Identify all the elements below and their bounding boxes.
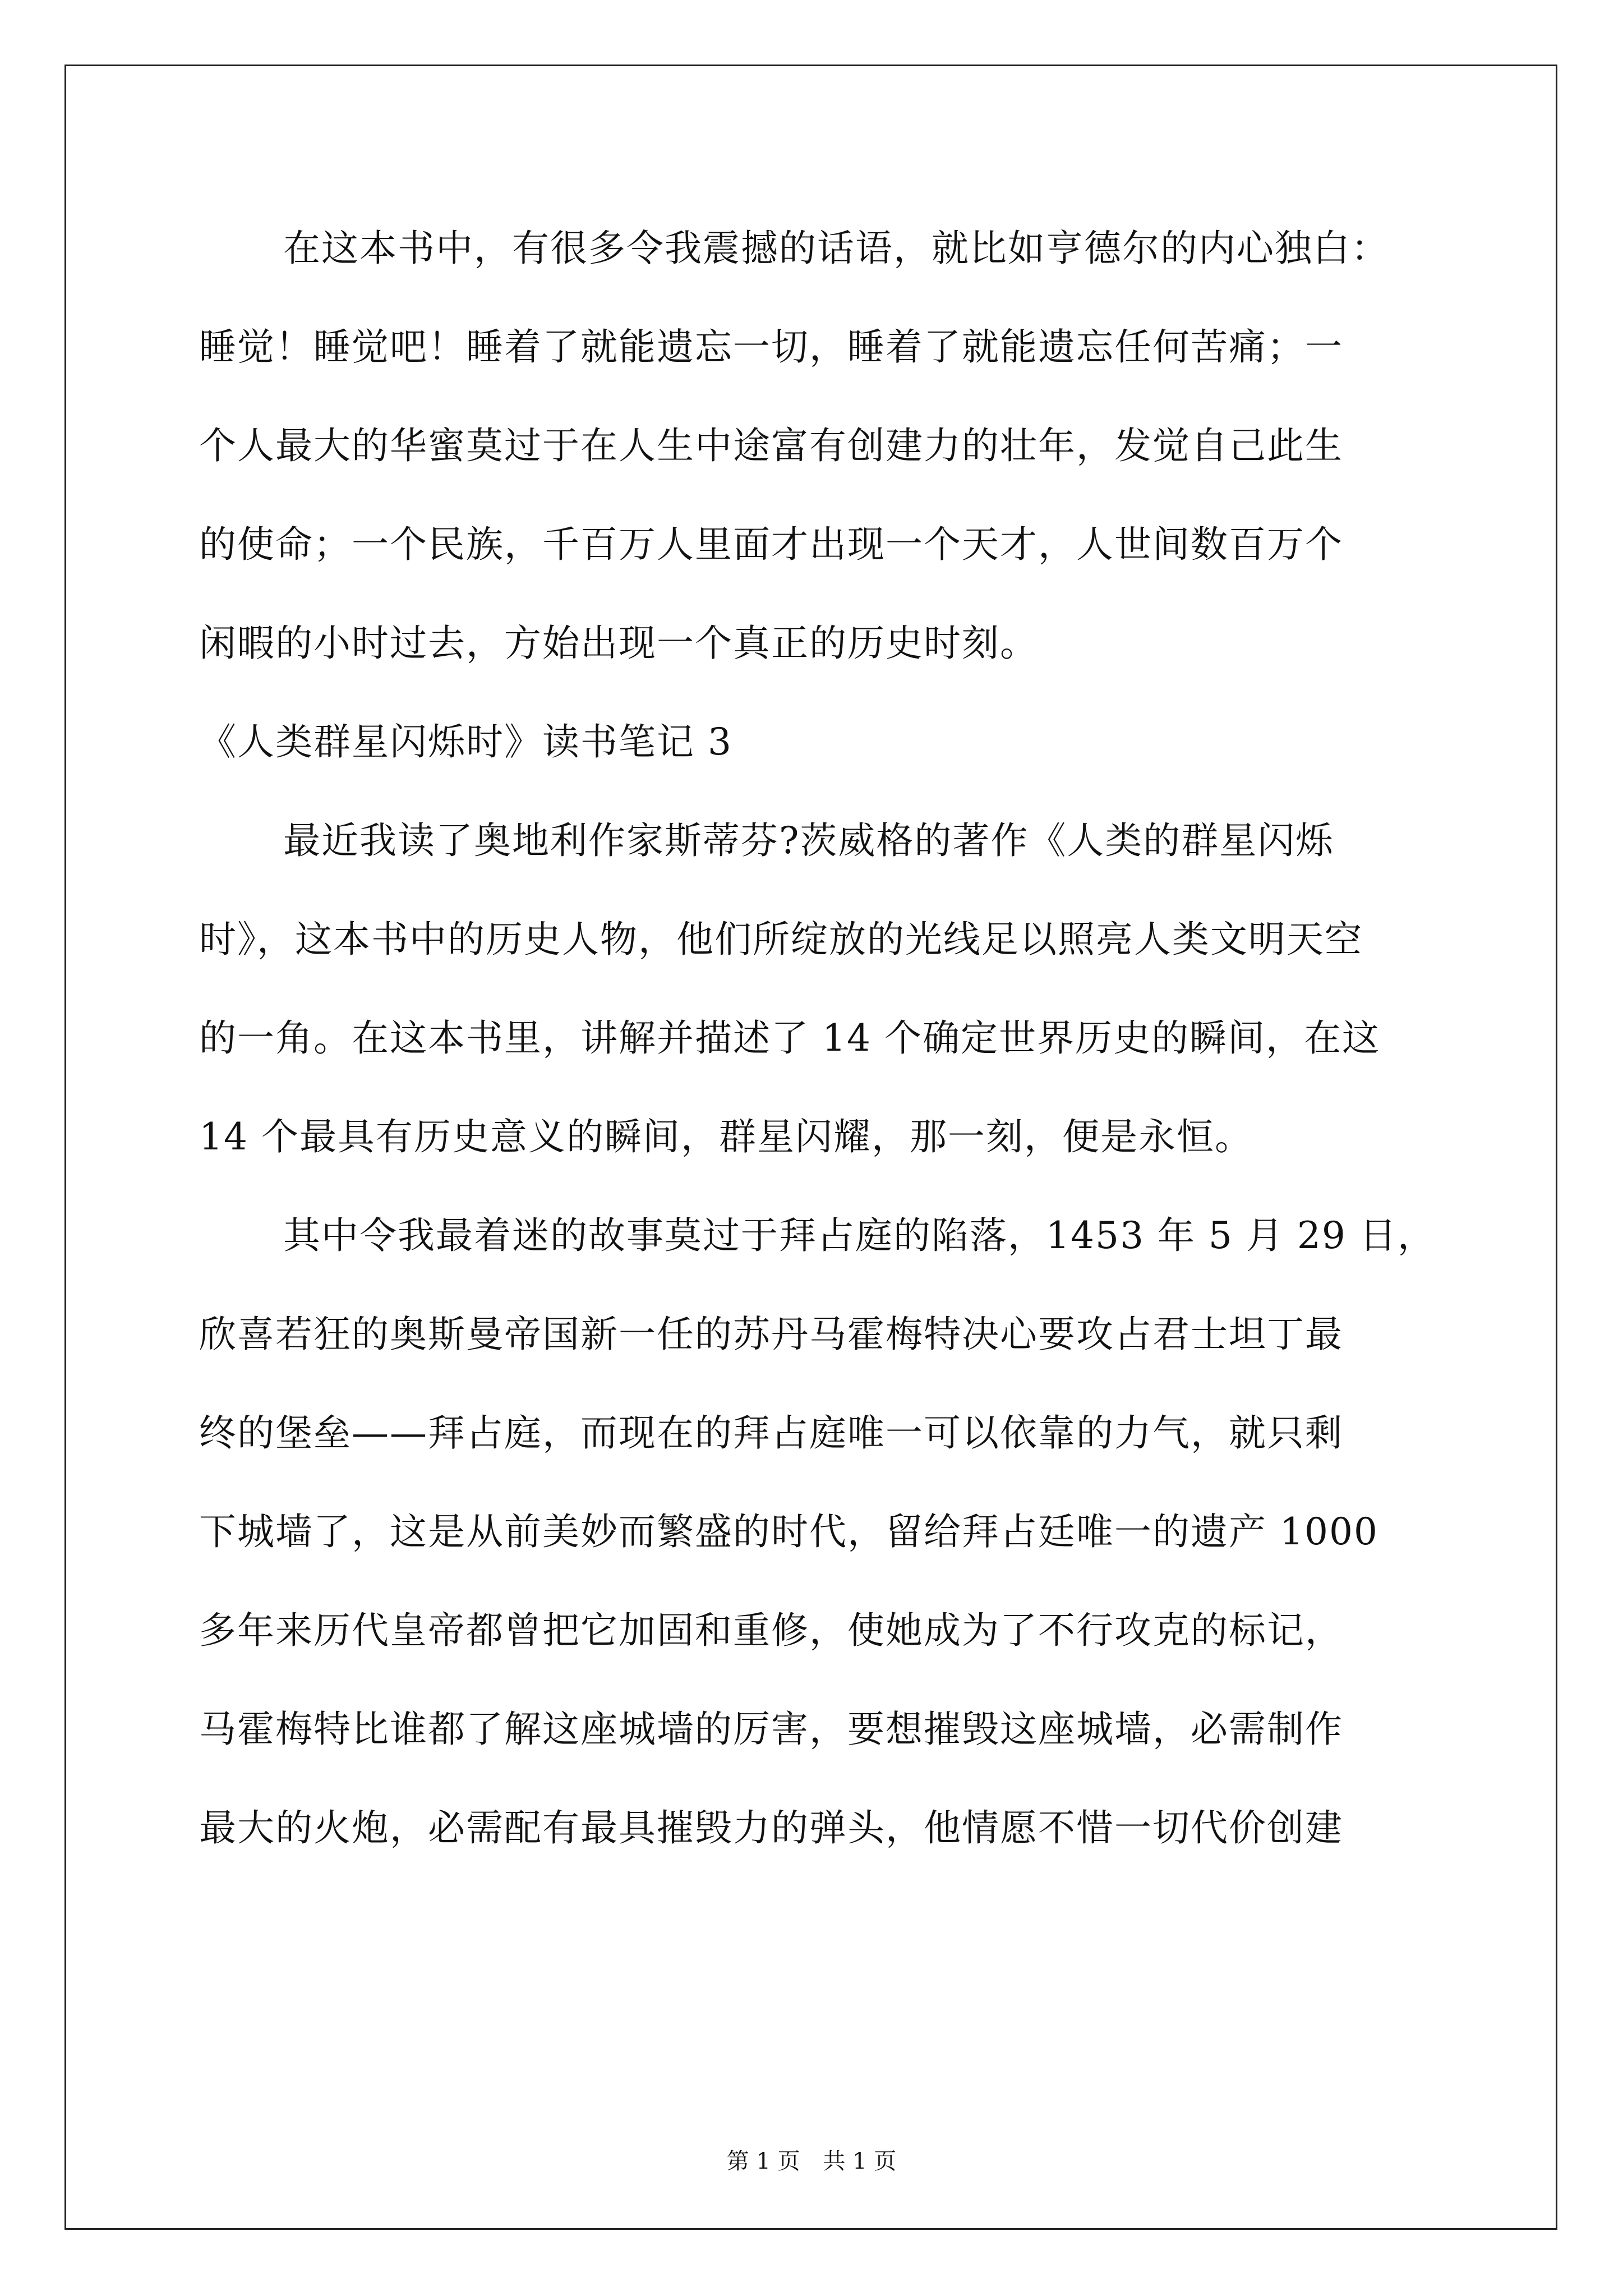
paragraph-line: 闲暇的小时过去，方始出现一个真正的历史时刻。: [199, 622, 1038, 665]
paragraph-line: 欣喜若狂的奥斯曼帝国新一任的苏丹马霍梅特决心要攻占君士坦丁最: [199, 1313, 1343, 1356]
paragraph-line: 个人最大的华蜜莫过于在人生中途富有创建力的壮年，发觉自己此生: [199, 424, 1343, 467]
paragraph-line: 其中令我最着迷的故事莫过于拜占庭的陷落，1453 年 5 月 29 日，: [283, 1214, 1436, 1257]
paragraph-line: 在这本书中，有很多令我震撼的话语，就比如亨德尔的内心独白：: [283, 227, 1389, 270]
paragraph-line: 最近我读了奥地利作家斯蒂芬?茨威格的著作《人类的群星闪烁: [283, 819, 1334, 862]
page-number: 第 1 页: [726, 2148, 800, 2174]
paragraph-line: 下城墙了，这是从前美妙而繁盛的时代，留给拜占廷唯一的遗产 1000: [199, 1510, 1378, 1553]
paragraph-line: 的一角。在这本书里，讲解并描述了 14 个确定世界历史的瞬间，在这: [199, 1016, 1380, 1060]
paragraph-line: 多年来历代皇帝都曾把它加固和重修，使她成为了不行攻克的标记，: [199, 1609, 1343, 1652]
paragraph-line: 马霍梅特比谁都了解这座城墙的厉害，要想摧毁这座城墙，必需制作: [199, 1708, 1343, 1751]
paragraph-line: 终的堡垒——拜占庭，而现在的拜占庭唯一可以依靠的力气，就只剩: [199, 1411, 1343, 1455]
paragraph-line: 时》，这本书中的历史人物，他们所绽放的光线足以照亮人类文明天空: [199, 918, 1363, 961]
paragraph-line: 最大的火炮，必需配有最具摧毁力的弹头，他情愿不惜一切代价创建: [199, 1806, 1343, 1849]
page-total: 共 1 页: [823, 2148, 897, 2174]
paragraph-line: 的使命；一个民族，千百万人里面才出现一个天才，人世间数百万个: [199, 523, 1343, 566]
section-heading: 《人类群星闪烁时》读书笔记 3: [199, 720, 732, 763]
paragraph-line: 睡觉！睡觉吧！睡着了就能遗忘一切，睡着了就能遗忘任何苦痛；一: [199, 325, 1343, 369]
document-body: [199, 199, 1436, 1878]
paragraph-line: 14 个最具有历史意义的瞬间，群星闪耀，那一刻，便是永恒。: [199, 1115, 1253, 1158]
page-footer: [0, 2147, 1623, 2175]
